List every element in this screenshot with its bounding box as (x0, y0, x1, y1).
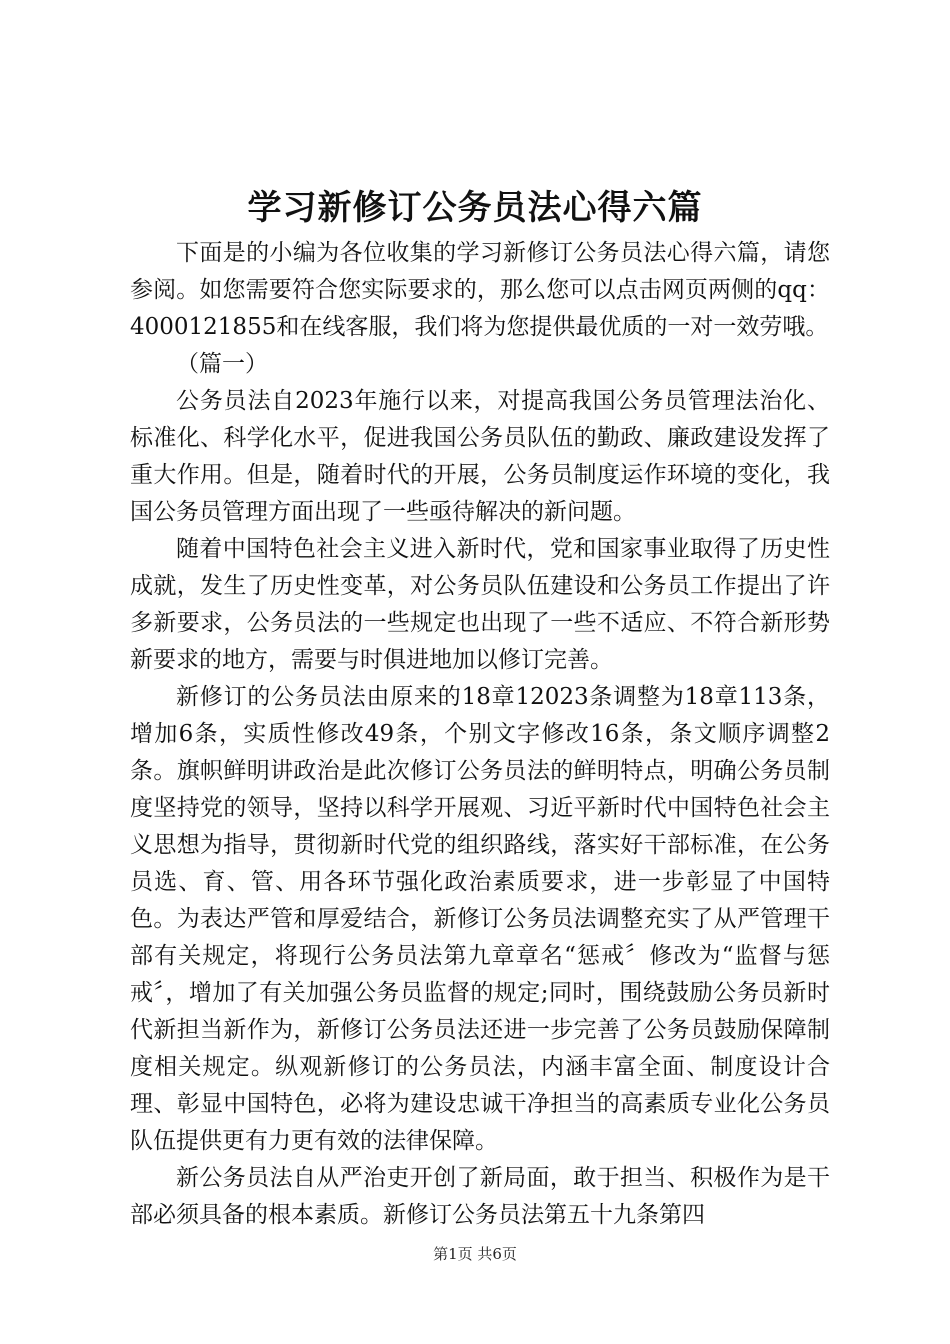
page-number: 第1页 共6页 (433, 1245, 517, 1263)
body-paragraph: 新公务员法自从严治吏开创了新局面，敢于担当、积极作为是干部必须具备的根本素质。新修订公务员法第五十九条第四 (130, 1165, 830, 1228)
body-paragraph: 公务员法自2023年施行以来，对提高我国公务员管理法治化、标准化、科学化水平，促进我国公务员队伍的勤政、廉政建设发挥了重大作用。但是，随着时代的开展，公务员制度运作环境的变化，我国公务员管理方面出现了一些亟待解决的新问题。 (130, 388, 830, 525)
intro-paragraph: 下面是的小编为各位收集的学习新修订公务员法心得六篇，请您参阅。如您需要符合您实际要求的，那么您可以点击网页两侧的qq：4000121855和在线客服，我们将为您提供最优质的一对一效劳哦。 (130, 240, 830, 340)
document-title: 学习新修订公务员法心得六篇 (247, 188, 703, 228)
document-body (130, 235, 830, 1234)
section-heading: （篇一） (176, 351, 268, 377)
body-paragraph: 随着中国特色社会主义进入新时代，党和国家事业取得了历史性成就，发生了历史性变革，对公务员队伍建设和公务员工作提出了许多新要求，公务员法的一些规定也出现了一些不适应、不符合新形势新要求的地方，需要与时俱进地加以修订完善。 (130, 536, 830, 673)
body-paragraph: 新修订的公务员法由原来的18章12023条调整为18章113条，增加6条，实质性修改49条，个别文字修改16条，条文顺序调整2条。旗帜鲜明讲政治是此次修订公务员法的鲜明特点，明确公务员制度坚持党的领导，坚持以科学开展观、习近平新时代中国特色社会主义思想为指导，贯彻新时代党的组织路线，落实好干部标准，在公务员选、育、管、用各环节强化政治素质要求，进一步彰显了中国特色。为表达严管和厚爱结合，新修订公务员法调整充实了从严管理干部有关规定，将现行公务员法第九章章名“惩戒〞修改为“监督与惩戒〞，增加了有关加强公务员监督的规定;同时，围绕鼓励公务员新时代新担当新作为，新修订公务员法还进一步完善了公务员鼓励保障制度相关规定。纵观新修订的公务员法，内涵丰富全面、制度设计合理、彰显中国特色，必将为建设忠诚干净担当的高素质专业化公务员队伍提供更有力更有效的法律保障。 (130, 684, 830, 1154)
